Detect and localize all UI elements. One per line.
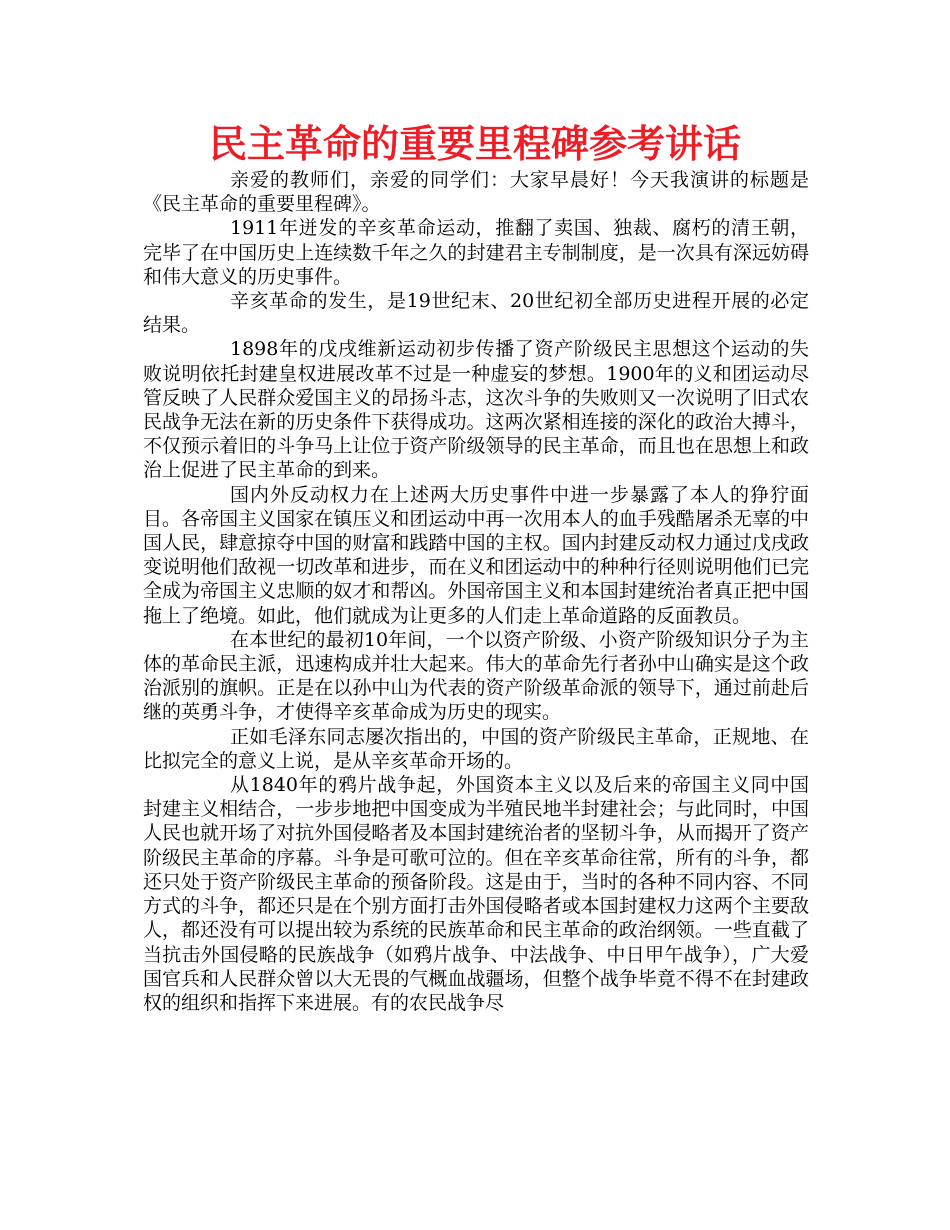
document-body — [143, 168, 809, 1015]
paragraph: 1911年迸发的辛亥革命运动，推翻了卖国、独裁、腐朽的清王朝，完毕了在中国历史上连续数千年之久的封建君主专制制度，是一次具有深远妨碍和伟大意义的历史事件。 — [143, 217, 809, 288]
paragraph: 亲爱的教师们，亲爱的同学们：大家早晨好！今天我演讲的标题是《民主革命的重要里程碑》。 — [143, 169, 809, 216]
paragraph: 正如毛泽东同志屡次指出的，中国的资产阶级民主革命，正规地、在比拟完全的意义上说，是从辛亥革命开场的。 — [143, 725, 809, 772]
paragraph: 从1840年的鸦片战争起，外国资本主义以及后来的帝国主义同中国封建主义相结合，一步步地把中国变成为半殖民地半封建社会；与此同时，中国人民也就开场了对抗外国侵略者及本国封建统治者的坚韧斗争，从而揭开了资产阶级民主革命的序幕。斗争是可歌可泣的。但在辛亥革命往常，所有的斗争，都还只处于资产阶级民主革命的预备阶段。这是由于，当时的各种不同内容、不同方式的斗争，都还只是在个别方面打击外国侵略者或本国封建权力这两个主要敌人，都还没有可以提出较为系统的民族革命和民主革命的政治纲领。一些直截了当抗击外国侵略的民族战争（如鸦片战争、中法战争、中日甲午战争），广大爱国官兵和人民群众曾以大无畏的气概血战疆场，但整个战争毕竟不得不在封建政权的组织和指挥下来进展。有的农民战争尽 — [143, 774, 809, 1014]
paragraph: 辛亥革命的发生，是19世纪末、20世纪初全部历史进程开展的必定结果。 — [143, 290, 809, 337]
document-title: 民主革命的重要里程碑参考讲话 — [208, 122, 741, 166]
paragraph: 1898年的戊戌维新运动初步传播了资产阶级民主思想这个运动的失败说明依托封建皇权进展改革不过是一种虚妄的梦想。1900年的义和团运动尽管反映了人民群众爱国主义的昂扬斗志，这次斗争的失败则又一次说明了旧式农民战争无法在新的历史条件下获得成功。这两次紧相连接的深化的政治大搏斗，不仅预示着旧的斗争马上让位于资产阶级领导的民主革命，而且也在思想上和政治上促进了民主革命的到来。 — [143, 338, 809, 482]
paragraph: 在本世纪的最初10年间，一个以资产阶级、小资产阶级知识分子为主体的革命民主派，迅速构成并壮大起来。伟大的革命先行者孙中山确实是这个政治派别的旗帜。正是在以孙中山为代表的资产阶级革命派的领导下，通过前赴后继的英勇斗争，才使得辛亥革命成为历史的现实。 — [143, 628, 809, 724]
paragraph: 国内外反动权力在上述两大历史事件中进一步暴露了本人的狰狞面目。各帝国主义国家在镇压义和团运动中再一次用本人的血手残酷屠杀无辜的中国人民，肆意掠夺中国的财富和践踏中国的主权。国内封建反动权力通过戊戌政变说明他们敌视一切改革和进步，而在义和团运动中的种种行径则说明他们已完全成为帝国主义忠顺的奴才和帮凶。外国帝国主义和本国封建统治者真正把中国拖上了绝境。如此，他们就成为让更多的人们走上革命道路的反面教员。 — [143, 483, 809, 627]
